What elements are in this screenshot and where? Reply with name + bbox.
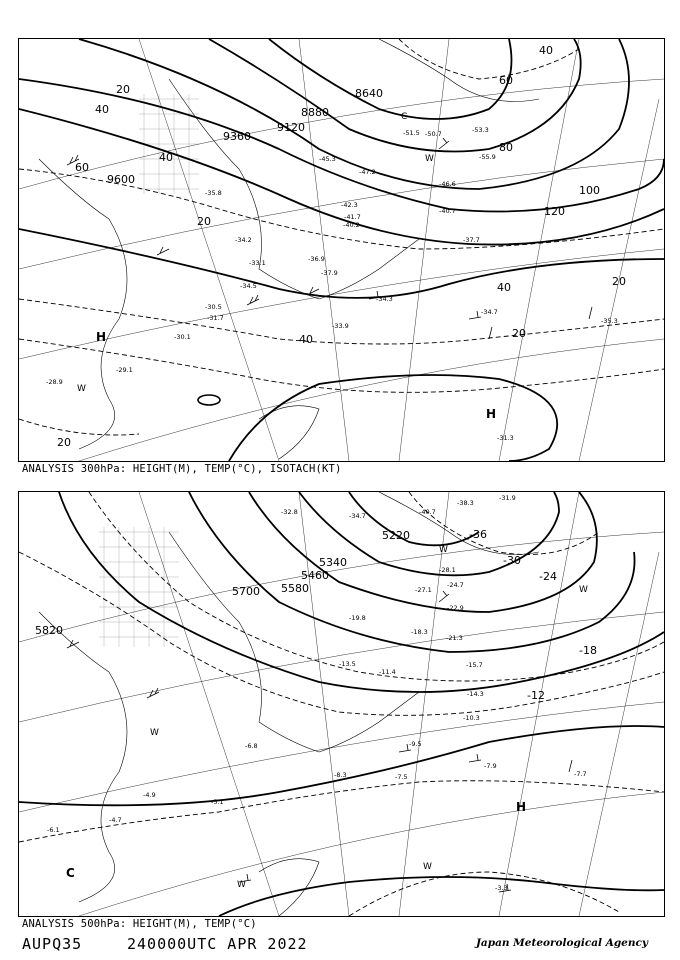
temp-value: -14.3 [467,690,484,698]
temp-value: -24.7 [447,581,464,589]
temp-value: -7.5 [395,773,408,781]
wind-barbs [67,138,592,339]
temp-value: -5.1 [211,798,224,806]
temp-value: -42.3 [341,201,358,209]
height-labels [107,87,383,186]
height-label: 5700 [232,585,260,598]
isotach-label: 60 [499,74,513,87]
temp-value: -51.5 [403,129,420,137]
temp-value: -6.1 [47,826,60,834]
temp-value: -55.9 [479,153,496,161]
warm-mark: W [579,585,588,595]
isotach-label: 100 [579,184,600,197]
temp-value: -4.9 [143,791,156,799]
temp-value: -37.7 [463,236,480,244]
coastlines [39,492,539,916]
isotherm-label: -36 [469,528,487,541]
warm-mark: W [423,862,432,872]
temp-value: -35.8 [205,189,222,197]
temp-value: -19.8 [349,614,366,622]
temp-value: -7.9 [484,762,497,770]
temp-value: -40.2 [343,221,360,229]
high-pressure-center: H [96,330,107,344]
height-label: 5460 [301,569,329,582]
caption-500hpa: ANALYSIS 500hPa: HEIGHT(M), TEMP(°C) [22,918,257,930]
closed-contour [198,395,220,405]
map-panel-500hpa [18,491,665,917]
temp-value: -8.3 [334,771,347,779]
warm-mark: W [150,728,159,738]
temp-value: -37.9 [321,269,338,277]
temp-value: -11.4 [379,668,396,676]
height-label: 8640 [355,87,383,100]
isotach-label: 20 [612,275,626,288]
caption-300hpa: ANALYSIS 300hPa: HEIGHT(M), TEMP(°C), ISOTACH(KT) [22,463,342,475]
temp-value: -29.1 [116,366,133,374]
isotach-label: 20 [512,327,526,340]
temp-value: -53.3 [472,126,489,134]
isotach-label: 40 [497,281,511,294]
high-pressure-center: H [486,407,497,421]
temp-value: -3.3 [495,884,508,892]
temp-value: -33.9 [332,322,349,330]
warm-mark: W [77,384,86,394]
isotach-label: 60 [75,161,89,174]
map-300hpa-chart [19,39,664,461]
temp-value: -28.9 [46,378,63,386]
temp-value: -9.5 [409,740,422,748]
agency-name: Japan Meteorological Agency [475,937,648,949]
isotach-label: 20 [57,436,71,449]
product-code: AUPQ35 [22,935,83,953]
temp-value: -34.2 [235,236,252,244]
warm-mark: W [237,880,246,890]
cold-center: C [66,866,75,880]
warm-mark: W [425,154,434,164]
temp-value: -7.7 [574,770,587,778]
height-label: 5340 [319,556,347,569]
temp-value: -47.2 [359,168,376,176]
height-label: 9120 [277,121,305,134]
map-panel-300hpa [18,38,665,462]
map-500hpa-chart [19,492,664,916]
temp-value: -13.5 [339,660,356,668]
temp-value: -4.7 [109,816,122,824]
temp-value: -31.3 [497,434,514,442]
temp-value: -30.1 [174,333,191,341]
temp-value: -34.7 [349,512,366,520]
temp-value: -46.6 [439,180,456,188]
isotach-label: 40 [95,103,109,116]
temp-value: -31.9 [499,494,516,502]
height-label: 8880 [301,106,329,119]
valid-time: 240000UTC APR 2022 [127,935,308,953]
isotherm-label: -12 [527,689,545,702]
temp-value: -41.7 [344,213,361,221]
isotherm-label: -24 [539,570,557,583]
temp-value: -50.7 [425,130,442,138]
temp-value: -6.8 [245,742,258,750]
temp-value: -34.7 [481,308,498,316]
temp-value: -21.3 [446,634,463,642]
temp-value: -33.1 [249,259,266,267]
isotherm-labels [469,528,597,702]
isotach-labels [57,44,626,449]
height-label: 9600 [107,173,135,186]
high-pressure-center: H [516,800,527,814]
temp-value: -28.1 [439,566,456,574]
temp-value: -30.5 [205,303,222,311]
temp-value: -34.5 [240,282,257,290]
cold-mark: C [401,112,408,122]
isotach-label: 40 [539,44,553,57]
warm-mark: W [439,545,448,555]
temp-value: -27.1 [415,586,432,594]
isotachs [19,39,664,435]
temp-value: -38.3 [457,499,474,507]
temp-value: -22.9 [447,604,464,612]
isotherm-label: -18 [579,644,597,657]
temp-value: -35.3 [601,317,618,325]
temp-value: -18.3 [411,628,428,636]
temp-value: -34.3 [376,295,393,303]
height-label: 5580 [281,582,309,595]
isotach-label: 40 [299,333,313,346]
height-label: 5220 [382,529,410,542]
temp-value: -10.3 [463,714,480,722]
height-label: 9360 [223,130,251,143]
isotach-label: 40 [159,151,173,164]
temp-value: -31.7 [207,314,224,322]
temp-value: -15.7 [466,661,483,669]
isotach-label: 120 [544,205,565,218]
temp-value: -40.7 [439,207,456,215]
temp-value: -45.3 [319,155,336,163]
pressure-centers [66,800,526,880]
isotherm-label: -30 [503,554,521,567]
temp-value: -40.7 [419,508,436,516]
isotach-label: 20 [116,83,130,96]
height-label: 5820 [35,624,63,637]
temp-value: -32.8 [281,508,298,516]
isotach-label: 20 [197,215,211,228]
isotach-label: 80 [499,141,513,154]
temp-value: -36.9 [308,255,325,263]
grid-stipple [99,527,179,647]
